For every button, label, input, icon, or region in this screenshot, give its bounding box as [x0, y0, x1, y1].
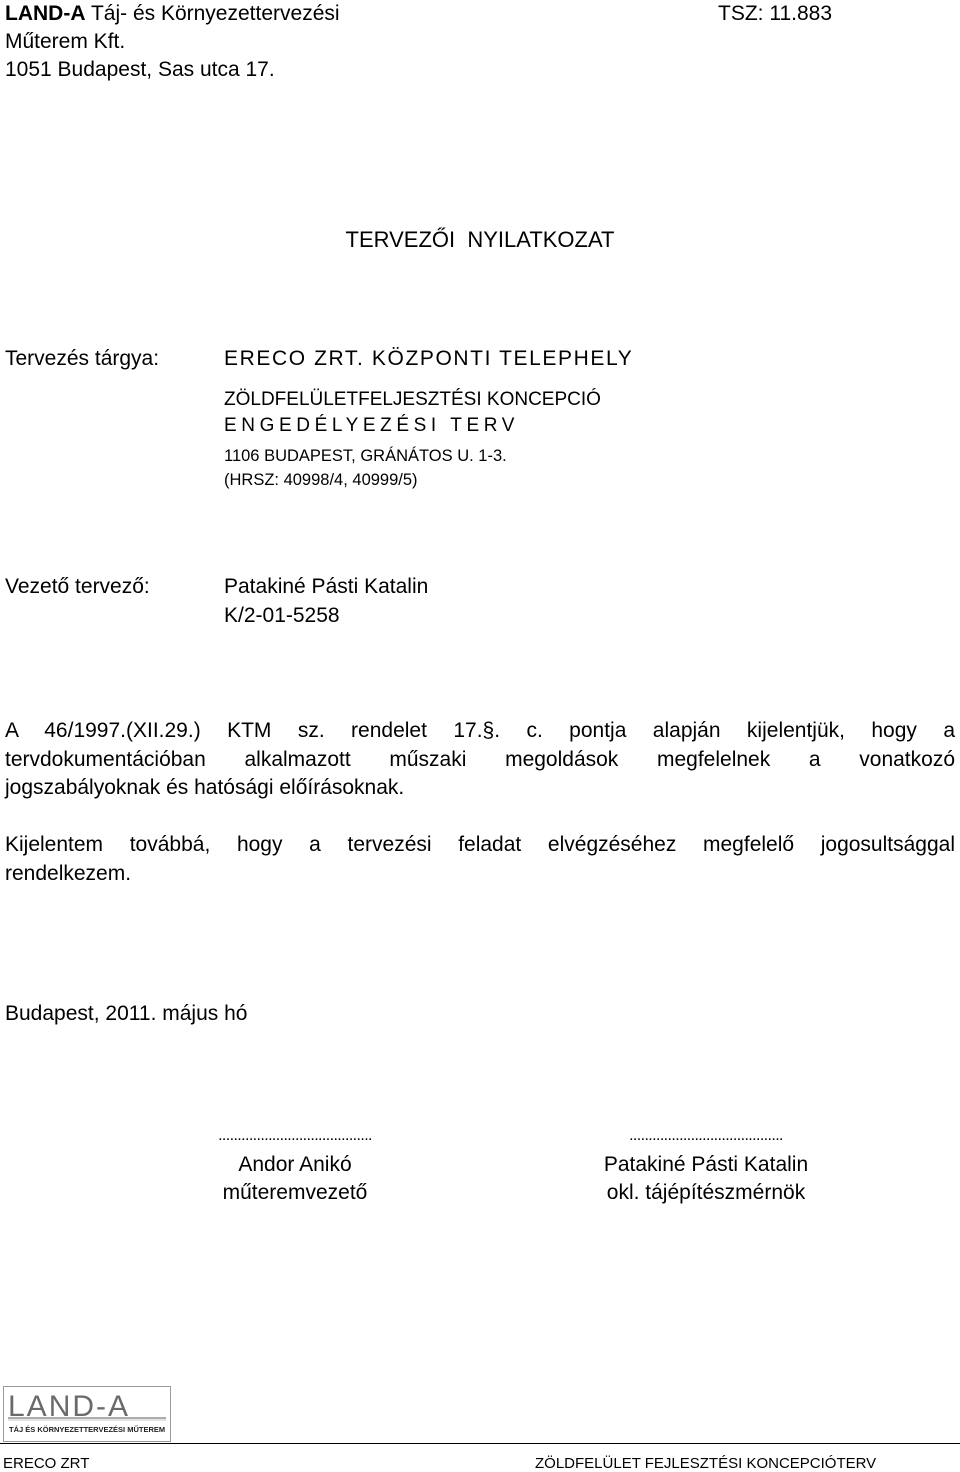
- subject-address: 1106 BUDAPEST, GRÁNÁTOS U. 1-3.: [224, 447, 507, 465]
- lead-designer-license: K/2-01-5258: [224, 604, 340, 627]
- signature-line: ........................................: [218, 1127, 372, 1144]
- place-date: Budapest, 2011. május hó: [5, 1002, 248, 1025]
- logo-text: LAND-A: [8, 1390, 131, 1423]
- footer-left: ERECO ZRT: [3, 1455, 90, 1472]
- paragraph-1-line-2: tervdokumentációban alkalmazott műszaki megoldások megfelelnek a vonatkozó: [5, 747, 955, 771]
- signature-block-2: [578, 1122, 834, 1208]
- paragraph-1-line-1: A 46/1997.(XII.29.) KTM sz. rendelet 17.§. c. pontja alapján kijelentjük, hogy a: [5, 719, 955, 742]
- signature-line: ........................................: [629, 1127, 783, 1144]
- paragraph-2-line-2: rendelkezem.: [5, 861, 132, 885]
- signature-block-1: [171, 1122, 419, 1208]
- subject-label: Tervezés tárgya:: [5, 347, 160, 370]
- subject-line-2: ZÖLDFELÜLETFELJESZTÉSI KONCEPCIÓ: [224, 389, 601, 410]
- document-title: TERVEZŐI NYILATKOZAT: [345, 227, 615, 252]
- company-name-bold: LAND-A: [5, 2, 86, 25]
- footer-rule: [0, 1443, 960, 1444]
- logo-tagline: TÁJ ÉS KÖRNYEZETTERVEZÉSI MŰTEREM: [9, 1425, 166, 1434]
- subject-line-3: ENGEDÉLYEZÉSI TERV: [224, 415, 520, 436]
- declaration-paragraph-2: [5, 831, 955, 888]
- lead-designer-name: Patakiné Pásti Katalin: [224, 575, 429, 598]
- signer-name: Patakiné Pásti Katalin: [603, 1152, 809, 1176]
- land-a-logo: [3, 1386, 171, 1442]
- company-name-rest: Táj- és Környezettervezési: [85, 2, 340, 25]
- paragraph-2-line-1: Kijelentem továbbá, hogy a tervezési feladat elvégzéséhez megfelelő jogosultsággal: [5, 833, 955, 856]
- signer-role: műteremvezető: [222, 1181, 368, 1204]
- paragraph-1-line-3: jogszabályoknak és hatósági előírásoknak.: [5, 776, 405, 799]
- tsz-number: TSZ: 11.883: [718, 2, 833, 25]
- signer-role: okl. tájépítészmérnök: [606, 1181, 806, 1204]
- declaration-paragraph-1: [5, 717, 955, 803]
- lead-designer-label: Vezető tervező:: [5, 575, 150, 598]
- signer-name: Andor Anikó: [238, 1152, 352, 1176]
- company-name-line2: Műterem Kft.: [5, 30, 126, 53]
- subject-hrsz: (HRSZ: 40998/4, 40999/5): [224, 471, 418, 489]
- company-address: 1051 Budapest, Sas utca 17.: [5, 58, 275, 81]
- footer-right: ZÖLDFELÜLET FEJLESZTÉSI KONCEPCIÓTERV: [535, 1455, 877, 1472]
- subject-line-1: ERECO ZRT. KÖZPONTI TELEPHELY: [224, 347, 634, 370]
- company-name: [5, 0, 340, 28]
